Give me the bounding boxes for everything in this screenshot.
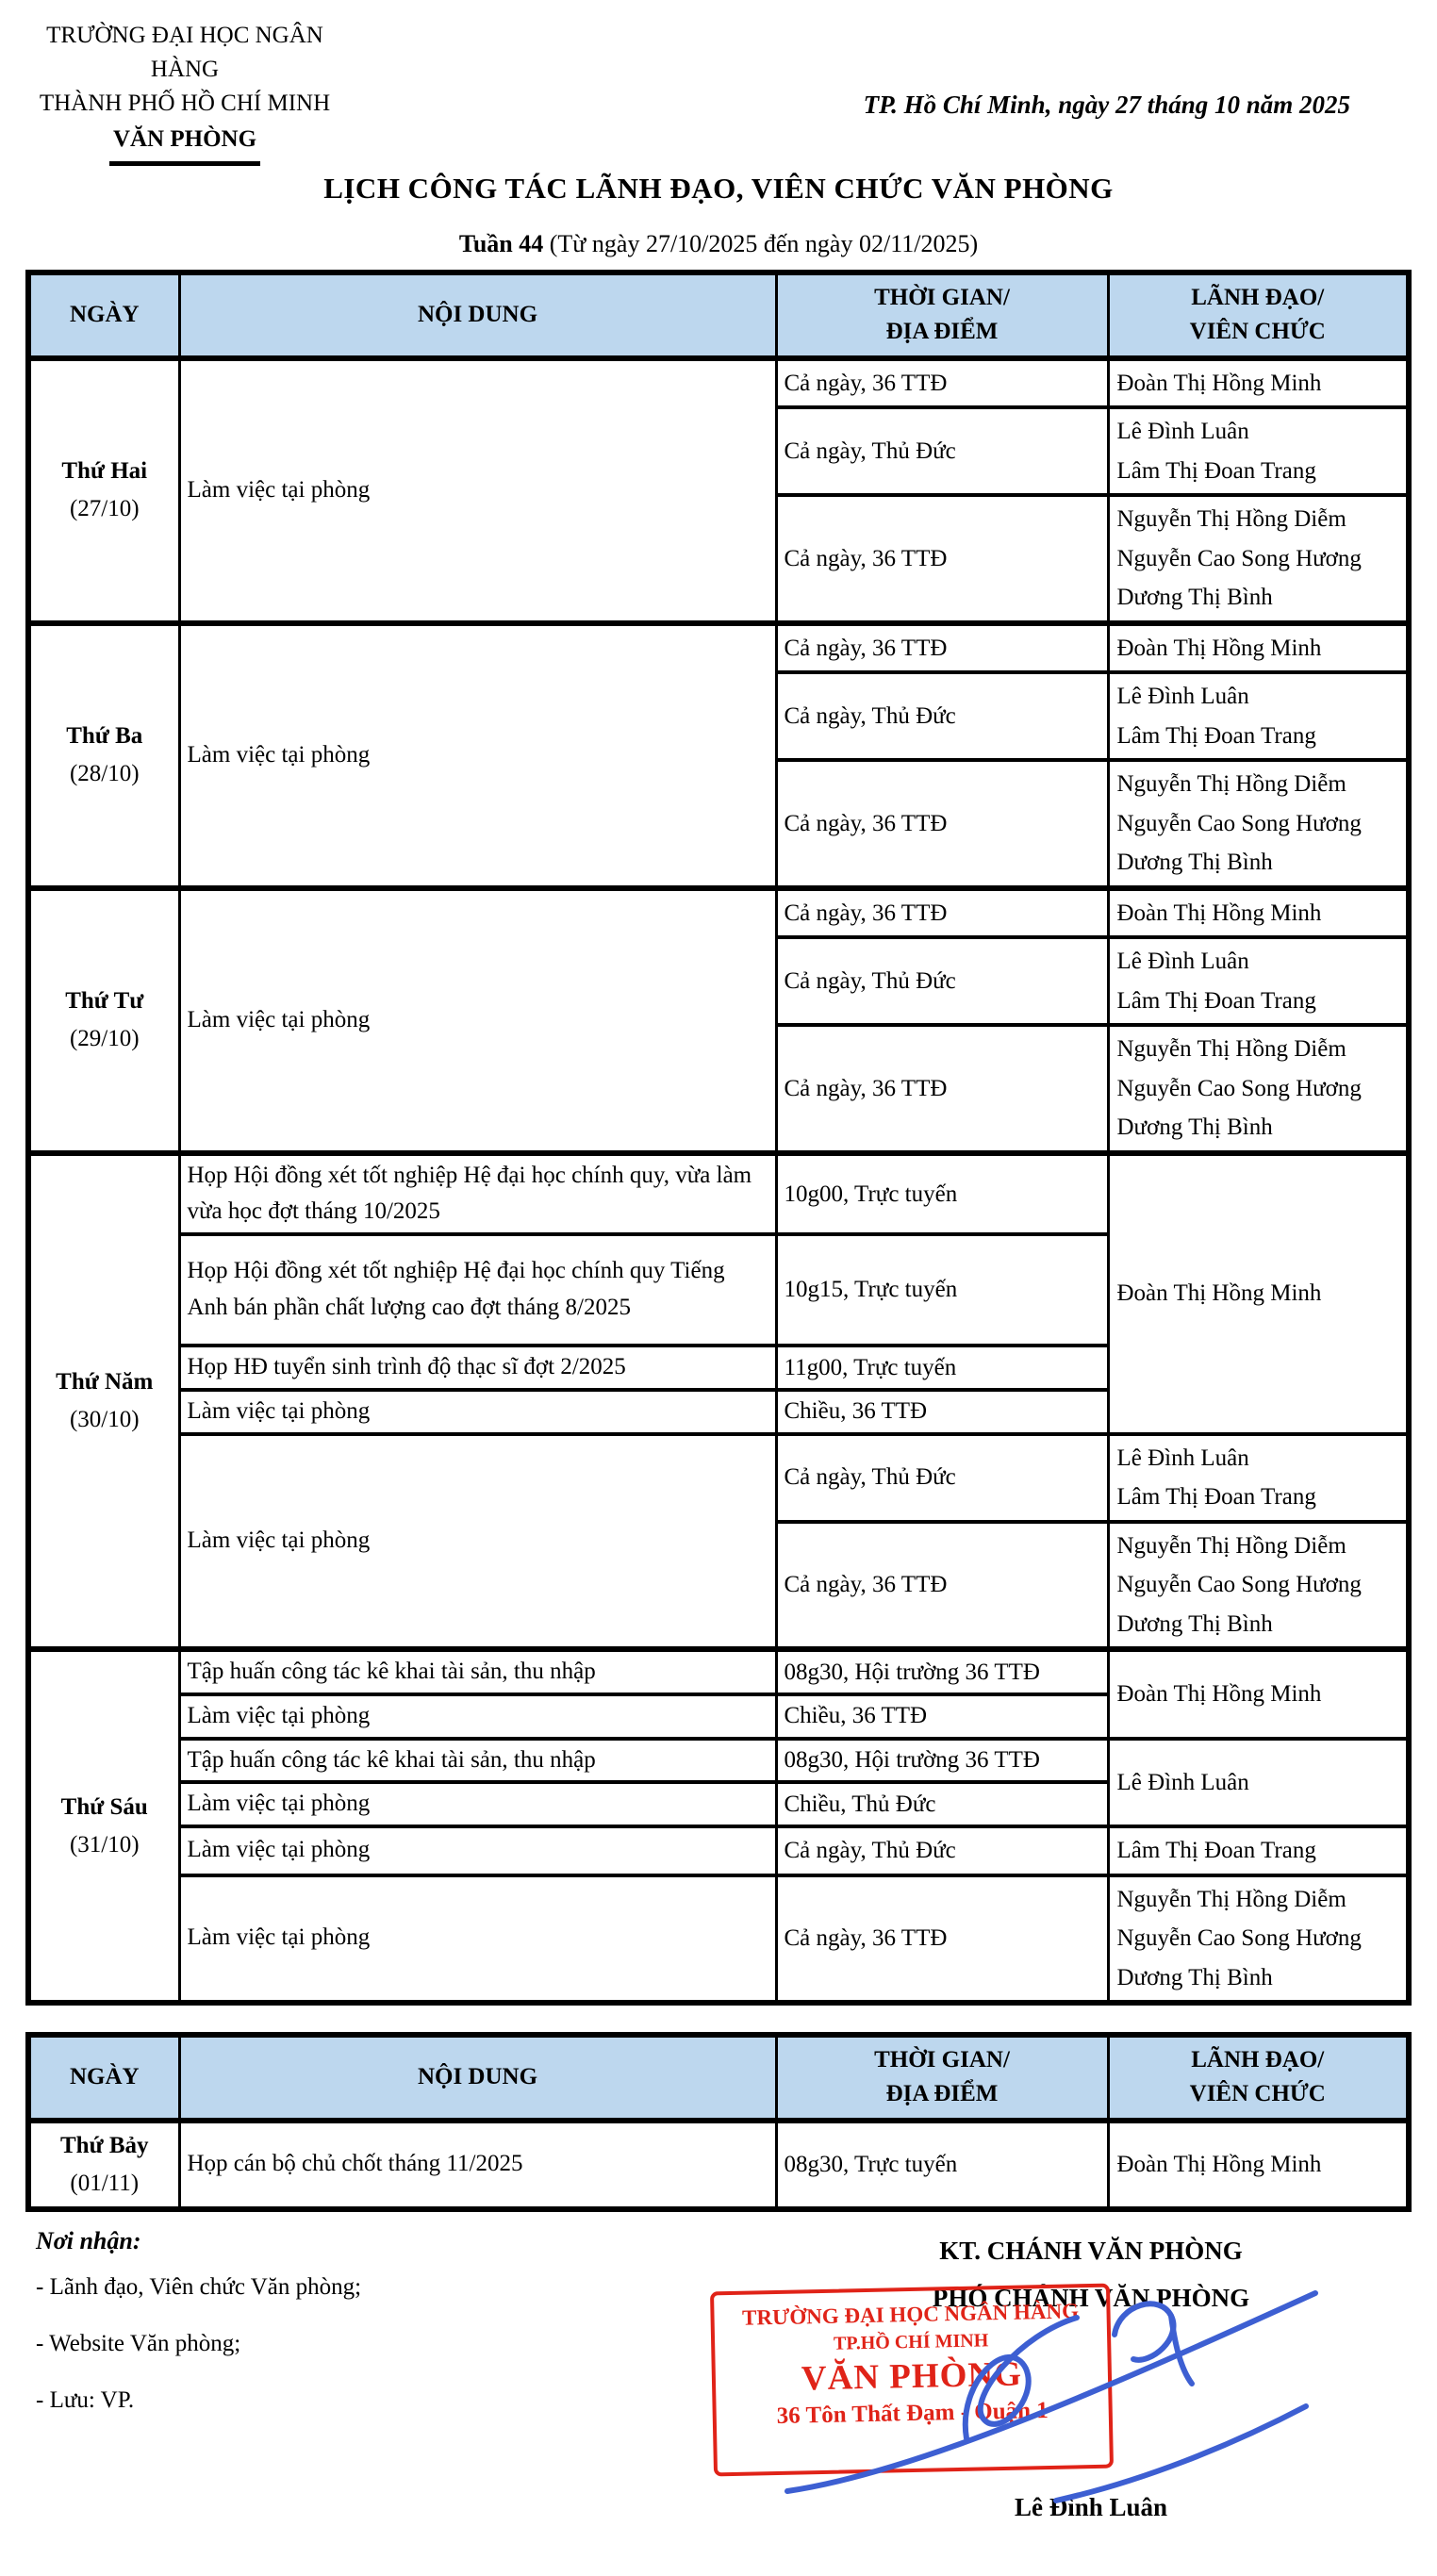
staff-name: Đoàn Thị Hồng Minh	[1116, 370, 1322, 396]
signer-title-line2: PHÓ CHÁNH VĂN PHÒNG	[932, 2283, 1250, 2312]
document-footer	[28, 2227, 1409, 2576]
org-name-line1: TRƯỜNG ĐẠI HỌC NGÂN HÀNG	[46, 23, 323, 82]
recipient-item: - Website Văn phòng;	[36, 2330, 241, 2356]
schedule-row	[28, 888, 1409, 938]
week-subtitle	[0, 230, 1437, 258]
schedule-row	[28, 1434, 1409, 1522]
staff-cell	[1108, 407, 1409, 495]
day-date: (30/10)	[69, 1406, 140, 1432]
org-name-line2: THÀNH PHỐ HỒ CHÍ MINH	[39, 91, 331, 116]
time-cell: Cả ngày, Thủ Đức	[776, 1434, 1108, 1522]
content-cell: Làm việc tại phòng	[179, 623, 776, 888]
schedule-row	[28, 1739, 1409, 1783]
time-cell: Cả ngày, 36 TTĐ	[776, 1875, 1108, 2004]
recipient-item: - Lưu: VP.	[36, 2386, 135, 2413]
time-cell: Cả ngày, Thủ Đức	[776, 672, 1108, 760]
staff-name: Nguyễn Thị Hồng Diễm	[1116, 771, 1346, 797]
content-cell: Họp cán bộ chủ chốt tháng 11/2025	[179, 2121, 776, 2209]
staff-cell	[1108, 1875, 1409, 2004]
schedule-row	[28, 2121, 1409, 2209]
content-cell: Làm việc tại phòng	[179, 1694, 776, 1739]
day-cell-monday	[28, 358, 179, 623]
time-cell: 10g15, Trực tuyến	[776, 1234, 1108, 1346]
staff-cell	[1108, 1826, 1409, 1875]
schedule-row	[28, 1649, 1409, 1694]
day-cell-tuesday	[28, 623, 179, 888]
staff-name: Lâm Thị Đoan Trang	[1116, 722, 1316, 749]
staff-name: Nguyễn Thị Hồng Diễm	[1116, 1036, 1346, 1062]
stamp-unit-line: VĂN PHÒNG	[801, 2354, 1023, 2398]
content-cell: Làm việc tại phòng	[179, 1390, 776, 1434]
staff-cell	[1108, 672, 1409, 760]
staff-name: Lê Đình Luân	[1116, 1769, 1249, 1795]
staff-name: Dương Thị Bình	[1116, 585, 1273, 610]
day-name: Thứ Bảy	[59, 2132, 149, 2158]
staff-name: Lê Đình Luân	[1116, 949, 1249, 974]
signer-title-line1: KT. CHÁNH VĂN PHÒNG	[939, 2236, 1243, 2265]
schedule-row	[28, 358, 1409, 408]
staff-name: Nguyễn Cao Song Hương	[1116, 545, 1362, 571]
stamp-city-line: TP.HỒ CHÍ MINH	[833, 2329, 989, 2354]
stamp-org-line: TRƯỜNG ĐẠI HỌC NGÂN HÀNG	[741, 2298, 1080, 2330]
day-date: (31/10)	[69, 1831, 140, 1858]
content-cell: Họp Hội đồng xét tốt nghiệp Hệ đại học chính quy, vừa làm vừa học đợt tháng 10/2025	[179, 1153, 776, 1235]
staff-name: Đoàn Thị Hồng Minh	[1116, 900, 1322, 926]
table-header-row	[28, 272, 1409, 358]
day-name: Thứ Năm	[56, 1368, 154, 1395]
day-date: (29/10)	[69, 1026, 140, 1051]
content-cell: Họp HĐ tuyển sinh trình độ thạc sĩ đợt 2/2025	[179, 1346, 776, 1390]
day-cell-friday	[28, 1649, 179, 2003]
staff-name: Nguyễn Thị Hồng Diễm	[1116, 506, 1346, 532]
time-cell: Cả ngày, 36 TTĐ	[776, 1025, 1108, 1153]
org-unit-name: VĂN PHÒNG	[109, 123, 260, 166]
recipients-title: Nơi nhận:	[36, 2226, 141, 2254]
header-cell-time	[776, 272, 1108, 358]
header-cell-staff	[1108, 272, 1409, 358]
stamp-address-line: 36 Tôn Thất Đạm - Quận 1	[776, 2397, 1049, 2429]
header-time-line2: ĐỊA ĐIỂM	[885, 319, 999, 345]
staff-cell	[1108, 2121, 1409, 2209]
schedule-row	[28, 1875, 1409, 2004]
header-cell-day: NGÀY	[28, 272, 179, 358]
header-cell-content: NỘI DUNG	[179, 2035, 776, 2121]
table-header-row	[28, 2035, 1409, 2121]
staff-name: Lê Đình Luân	[1116, 419, 1249, 444]
day-name: Thứ Tư	[65, 988, 144, 1014]
staff-cell	[1108, 760, 1409, 888]
main-schedule-table	[25, 270, 1412, 2006]
schedule-row	[28, 1826, 1409, 1875]
staff-name: Đoàn Thị Hồng Minh	[1116, 2151, 1322, 2177]
header-time-line1: THỜI GIAN/	[874, 2047, 1010, 2072]
staff-name: Nguyễn Cao Song Hương	[1116, 810, 1362, 836]
staff-cell	[1108, 623, 1409, 673]
content-cell: Làm việc tại phòng	[179, 358, 776, 623]
staff-cell	[1108, 495, 1409, 623]
schedule-row	[28, 1153, 1409, 1235]
staff-name: Nguyễn Cao Song Hương	[1116, 1075, 1362, 1101]
time-cell: Chiều, Thủ Đức	[776, 1782, 1108, 1826]
time-cell: Chiều, 36 TTĐ	[776, 1390, 1108, 1434]
org-unit-wrap	[34, 123, 336, 166]
time-cell: Cả ngày, 36 TTĐ	[776, 358, 1108, 408]
signer-name: Lê Đình Luân	[1014, 2492, 1168, 2521]
header-staff-line1: LÃNH ĐẠO/	[1191, 285, 1325, 310]
recipient-item: - Lãnh đạo, Viên chức Văn phòng;	[36, 2273, 362, 2300]
staff-cell	[1108, 888, 1409, 938]
approval-stamp	[710, 2283, 1114, 2476]
time-cell: Cả ngày, Thủ Đức	[776, 937, 1108, 1025]
header-staff-line1: LÃNH ĐẠO/	[1191, 2047, 1325, 2072]
staff-name: Đoàn Thị Hồng Minh	[1116, 1681, 1322, 1707]
time-cell: Chiều, 36 TTĐ	[776, 1694, 1108, 1739]
staff-name: Đoàn Thị Hồng Minh	[1116, 635, 1322, 661]
staff-cell	[1108, 1153, 1409, 1434]
header-time-line1: THỜI GIAN/	[874, 285, 1010, 310]
document-title: LỊCH CÔNG TÁC LÃNH ĐẠO, VIÊN CHỨC VĂN PHÒNG	[323, 172, 1114, 205]
staff-name: Nguyễn Cao Song Hương	[1116, 1925, 1362, 1951]
staff-cell	[1108, 1025, 1409, 1153]
time-cell: Cả ngày, 36 TTĐ	[776, 623, 1108, 673]
day-cell-saturday	[28, 2121, 179, 2209]
staff-cell	[1108, 358, 1409, 408]
time-cell: 10g00, Trực tuyến	[776, 1153, 1108, 1235]
time-cell: Cả ngày, 36 TTĐ	[776, 1522, 1108, 1650]
content-cell: Tập huấn công tác kê khai tài sản, thu nhập	[179, 1739, 776, 1783]
content-cell: Họp Hội đồng xét tốt nghiệp Hệ đại học chính quy Tiếng Anh bán phần chất lượng cao đợt tháng 8/2025	[179, 1234, 776, 1346]
staff-name: Nguyễn Cao Song Hương	[1116, 1572, 1362, 1597]
staff-name: Lâm Thị Đoan Trang	[1116, 1484, 1316, 1510]
content-cell: Làm việc tại phòng	[179, 1434, 776, 1650]
header-cell-time	[776, 2035, 1108, 2121]
day-name: Thứ Ba	[66, 723, 143, 749]
staff-cell	[1108, 937, 1409, 1025]
day-date: (28/10)	[69, 761, 140, 786]
content-cell: Tập huấn công tác kê khai tài sản, thu nhập	[179, 1649, 776, 1694]
header-staff-line2: VIÊN CHỨC	[1189, 2081, 1326, 2107]
header-staff-line2: VIÊN CHỨC	[1189, 319, 1326, 345]
content-cell: Làm việc tại phòng	[179, 1782, 776, 1826]
day-cell-thursday	[28, 1153, 179, 1650]
staff-name: Dương Thị Bình	[1116, 1610, 1273, 1637]
staff-name: Lê Đình Luân	[1116, 684, 1249, 709]
header-time-line2: ĐỊA ĐIỂM	[885, 2081, 999, 2107]
week-label: Tuần 44	[458, 230, 544, 257]
staff-name: Nguyễn Thị Hồng Diễm	[1116, 1886, 1346, 1912]
time-cell: 08g30, Hội trường 36 TTĐ	[776, 1739, 1108, 1783]
org-block	[34, 19, 336, 166]
staff-cell	[1108, 1522, 1409, 1650]
staff-name: Đoàn Thị Hồng Minh	[1116, 1280, 1322, 1307]
day-date: (27/10)	[69, 496, 140, 521]
staff-name: Lê Đình Luân	[1116, 1445, 1249, 1471]
staff-name: Dương Thị Bình	[1116, 1115, 1273, 1140]
time-cell: 08g30, Hội trường 36 TTĐ	[776, 1649, 1108, 1694]
staff-name: Lâm Thị Đoan Trang	[1116, 987, 1316, 1014]
place-and-date: TP. Hồ Chí Minh, ngày 27 tháng 10 năm 2025	[863, 91, 1350, 119]
staff-cell	[1108, 1739, 1409, 1827]
day-name: Thứ Sáu	[60, 1793, 148, 1820]
staff-cell	[1108, 1434, 1409, 1522]
header-cell-staff	[1108, 2035, 1409, 2121]
staff-name: Dương Thị Bình	[1116, 1964, 1273, 1990]
schedule-row	[28, 623, 1409, 673]
saturday-schedule-table	[25, 2032, 1412, 2212]
time-cell: Cả ngày, 36 TTĐ	[776, 888, 1108, 938]
day-date: (01/11)	[70, 2170, 140, 2196]
staff-cell	[1108, 1649, 1409, 1739]
time-cell: 11g00, Trực tuyến	[776, 1346, 1108, 1390]
day-name: Thứ Hai	[61, 458, 148, 484]
day-cell-wednesday	[28, 888, 179, 1153]
staff-name: Lâm Thị Đoan Trang	[1116, 1838, 1316, 1863]
time-cell: Cả ngày, Thủ Đức	[776, 1826, 1108, 1875]
time-cell: Cả ngày, 36 TTĐ	[776, 495, 1108, 623]
header-cell-content: NỘI DUNG	[179, 272, 776, 358]
time-cell: 08g30, Trực tuyến	[776, 2121, 1108, 2209]
staff-name: Dương Thị Bình	[1116, 850, 1273, 875]
content-cell: Làm việc tại phòng	[179, 1826, 776, 1875]
time-cell: Cả ngày, 36 TTĐ	[776, 760, 1108, 888]
staff-name: Lâm Thị Đoan Trang	[1116, 457, 1316, 484]
letterhead	[0, 0, 1437, 166]
time-cell: Cả ngày, Thủ Đức	[776, 407, 1108, 495]
content-cell: Làm việc tại phòng	[179, 1875, 776, 2004]
staff-name: Nguyễn Thị Hồng Diễm	[1116, 1532, 1346, 1559]
content-cell: Làm việc tại phòng	[179, 888, 776, 1153]
header-cell-day: NGÀY	[28, 2035, 179, 2121]
week-range: (Từ ngày 27/10/2025 đến ngày 02/11/2025)	[543, 230, 979, 257]
